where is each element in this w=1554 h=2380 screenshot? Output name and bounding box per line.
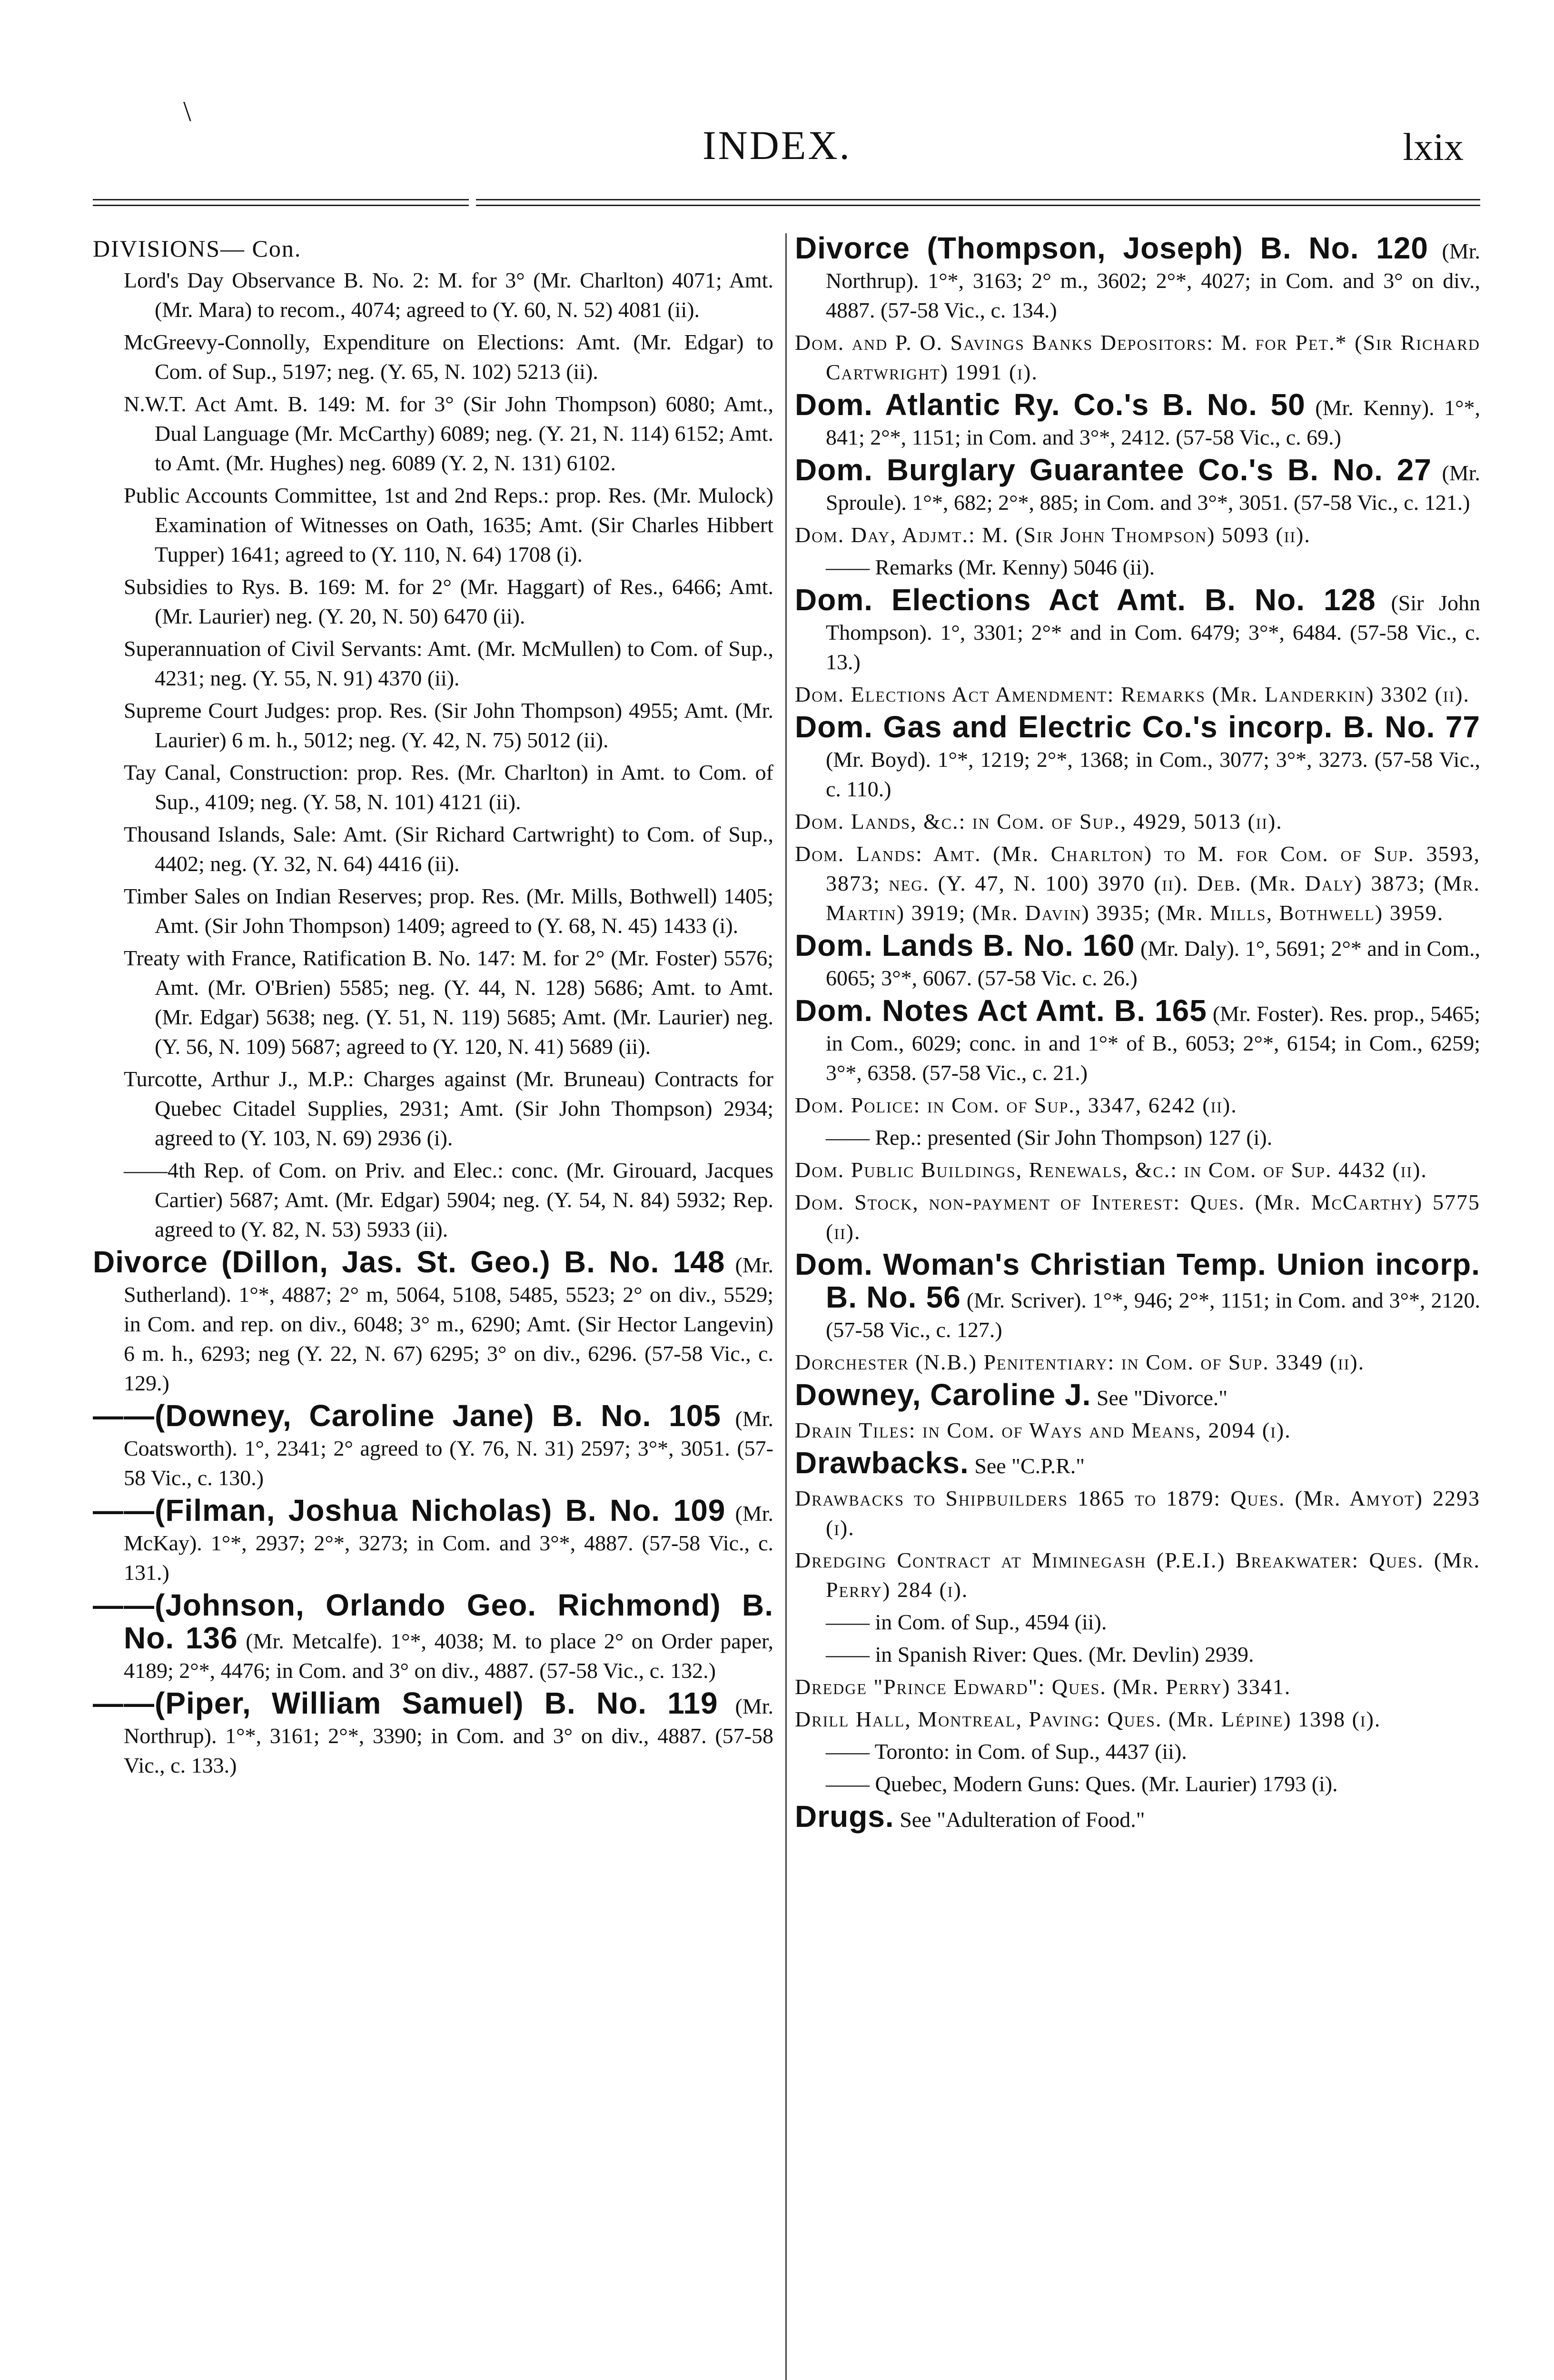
index-entry-body: See "Divorce." — [1096, 1386, 1228, 1410]
index-entry-heading: Divorce (Thompson, Joseph) B. No. 120 — [795, 231, 1429, 265]
index-entry-body: (Mr. McKay). 1°*, 2937; 2°*, 3273; in Com. and 3°*, 4887. (57-58 Vic., c. 131.) — [124, 1501, 773, 1585]
index-entry: Drain Tiles: in Com. of Ways and Means, 2094 (i). — [795, 1418, 1291, 1442]
index-entry-heading: Dom. Woman's Christian Temp. Union incorp. B. No. 56 — [795, 1247, 1480, 1314]
right-column — [795, 233, 1480, 1837]
index-entry-body: (Mr. Boyd). 1°*, 1219; 2°*, 1368; in Com., 3077; 3°*, 3273. (57-58 Vic., c. 110.) — [826, 747, 1480, 801]
index-sub-entry: —— Remarks (Mr. Kenny) 5046 (ii). — [826, 555, 1155, 579]
index-entry — [795, 455, 1480, 517]
index-entry — [795, 1380, 1480, 1413]
index-entry-heading: Divorce (Dillon, Jas. St. Geo.) B. No. 148 — [93, 1245, 725, 1279]
index-entry — [795, 585, 1480, 677]
page-title: INDEX. — [703, 122, 851, 168]
index-entry — [93, 1688, 773, 1780]
index-sub-entry: Public Accounts Committee, 1st and 2nd Reps.: prop. Res. (Mr. Mulock) Examination of Witnesses on Oath, 1635; Amt. (Sir Charles Hibbert Tupper) 1641; agreed to (Y. 110, N. 64) 1708 (i). — [124, 483, 773, 566]
index-entry-heading: Dom. Notes Act Amt. B. 165 — [795, 993, 1207, 1028]
index-entry-body: (Mr. Foster). Res. prop., 5465; in Com., 6029; conc. in and 1°* of B., 6053; 2°*, 6154; in Com., 6259; 3°*, 6358. (57-58 Vic., c. 21.) — [826, 1002, 1481, 1085]
index-entry-heading: Dom. Atlantic Ry. Co.'s B. No. 50 — [795, 387, 1306, 422]
index-entry: Dom. and P. O. Savings Banks Depositors: M. for Pet.* (Sir Richard Cartwright) 1991 (i). — [795, 330, 1480, 384]
index-sub-entry: Supreme Court Judges: prop. Res. (Sir John Thompson) 4955; Amt. (Mr. Laurier) 6 m. h., 5012; neg. (Y. 42, N. 75) 5012 (ii). — [124, 698, 773, 752]
index-sub-entry: Thousand Islands, Sale: Amt. (Sir Richard Cartwright) to Com. of Sup., 4402; neg. (Y. 32, N. 64) 4416 (ii). — [124, 822, 773, 876]
index-entry-heading: ——(Downey, Caroline Jane) B. No. 105 — [93, 1398, 721, 1433]
index-entry — [93, 1493, 773, 1587]
index-entry-heading: ——(Johnson, Orlando Geo. Richmond) B. No. 136 — [93, 1588, 773, 1655]
index-sub-entry: —— in Spanish River: Ques. (Mr. Devlin) 2939. — [826, 1642, 1254, 1666]
index-entry: Dom. Police: in Com. of Sup., 3347, 6242 (ii). — [795, 1093, 1237, 1117]
index-sub-entry: N.W.T. Act Amt. B. 149: M. for 3° (Sir John Thompson) 6080; Amt., Dual Language (Mr. McCarthy) 6089; neg. (Y. 21, N. 114) 6152; Amt. to Amt. (Mr. Hughes) neg. 6089 (Y. 2, N. 131) 6102. — [124, 392, 773, 475]
index-entry — [795, 1247, 1480, 1345]
index-sub-entry: —— Rep.: presented (Sir John Thompson) 127 (i). — [826, 1125, 1273, 1150]
header-rule-right-top — [476, 199, 1480, 200]
index-sub-entry: Lord's Day Observance B. No. 2: M. for 3° (Mr. Charlton) 4071; Amt. (Mr. Mara) to recom., 4074; agreed to (Y. 60, N. 52) 4081 (ii). — [124, 268, 773, 322]
index-entry: Drill Hall, Montreal, Paving: Ques. (Mr. Lépine) 1398 (i). — [795, 1707, 1381, 1731]
index-sub-entry: McGreevy-Connolly, Expenditure on Elections: Amt. (Mr. Edgar) to Com. of Sup., 5197; neg. (Y. 65, N. 102) 5213 (ii). — [124, 330, 773, 384]
index-sub-entry: Timber Sales on Indian Reserves; prop. Res. (Mr. Mills, Bothwell) 1405; Amt. (Sir John Thompson) 1409; agreed to (Y. 68, N. 45) 1433 (i). — [124, 884, 773, 938]
column-divider — [785, 233, 787, 2380]
index-sub-entry: Superannuation of Civil Servants: Amt. (Mr. McMullen) to Com. of Sup., 4231; neg. (Y. 55, N. 91) 4370 (ii). — [124, 636, 773, 690]
index-entry-body: (Mr. Sproule). 1°*, 682; 2°*, 885; in Com. and 3°*, 3051. (57-58 Vic., c. 121.) — [826, 461, 1481, 515]
index-entry-body: (Mr. Northrup). 1°*, 3161; 2°*, 3390; in Com. and 3° on div., 4887. (57-58 Vic., c. 133.) — [124, 1694, 774, 1777]
header-rule-left-top — [93, 199, 469, 200]
index-entry — [93, 1398, 774, 1493]
index-entry-body: See "C.P.R." — [974, 1454, 1085, 1478]
index-entry: Dredging Contract at Miminegash (P.E.I.) Breakwater: Ques. (Mr. Perry) 284 (i). — [795, 1548, 1480, 1602]
index-entry-body: (Mr. Coatsworth). 1°, 2341; 2° agreed to (Y. 76, N. 31) 2597; 3°*, 3051. (57-58 Vic., c. 130.) — [124, 1407, 774, 1490]
header-rule-right-bottom — [476, 205, 1480, 206]
index-entry-heading: Dom. Elections Act Amt. B. No. 128 — [795, 583, 1376, 617]
index-entry: Dom. Lands, &c.: in Com. of Sup., 4929, 5013 (ii). — [795, 809, 1283, 833]
index-sub-entry: Treaty with France, Ratification B. No. 147: M. for 2° (Mr. Foster) 5576; Amt. (Mr. O'Brien) 5585; neg. (Y. 44, N. 128) 5686; Amt. to Amt. (Mr. Edgar) 5638; neg. (Y. 51, N. 119) 5685; Amt. (Mr. Laurier) neg. (Y. 56, N. 109) 5687; agreed to (Y. 120, N. 41) 5689 (ii). — [124, 946, 773, 1059]
index-entry-body: (Sir John Thompson). 1°, 3301; 2°* and in Com. 6479; 3°*, 6484. (57-58 Vic., c. 13.) — [826, 591, 1481, 674]
index-sub-entry: Tay Canal, Construction: prop. Res. (Mr. Charlton) in Amt. to Com. of Sup., 4109; neg. (Y. 58, N. 101) 4121 (ii). — [124, 760, 773, 814]
index-entry-body: (Mr. Scriver). 1°*, 946; 2°*, 1151; in Com. and 3°*, 2120. (57-58 Vic., c. 127.) — [826, 1288, 1480, 1342]
index-entry-heading: Dom. Gas and Electric Co.'s incorp. B. No. 77 — [795, 710, 1480, 744]
index-entry — [93, 1247, 773, 1398]
index-sub-entry: —— in Com. of Sup., 4594 (ii). — [826, 1610, 1107, 1634]
index-entry: Dorchester (N.B.) Penitentiary: in Com. of Sup. 3349 (ii). — [795, 1350, 1365, 1374]
index-entry: Dredge "Prince Edward": Ques. (Mr. Perry) 3341. — [795, 1675, 1291, 1699]
index-entry — [795, 712, 1480, 804]
index-entry-heading: Dom. Lands B. No. 160 — [795, 928, 1135, 962]
index-entry — [795, 387, 1481, 452]
index-entry-heading: Drawbacks. — [795, 1446, 969, 1480]
index-entry: Dom. Elections Act Amendment: Remarks (Mr. Landerkin) 3302 (ii). — [795, 682, 1470, 706]
index-entry: Drawbacks to Shipbuilders 1865 to 1879: Ques. (Mr. Amyot) 2293 (i). — [795, 1486, 1480, 1540]
index-entry — [93, 1590, 773, 1686]
index-entry-body: (Mr. Kenny). 1°*, 841; 2°*, 1151; in Com. and 3°*, 2412. (57-58 Vic., c. 69.) — [826, 396, 1481, 449]
index-entry-heading: ——(Filman, Joshua Nicholas) B. No. 109 — [93, 1493, 726, 1527]
index-entry — [795, 928, 1481, 993]
index-entry-body: (Mr. Daly). 1°, 5691; 2°* and in Com., 6065; 3°*, 6067. (57-58 Vic. c. 26.) — [826, 936, 1481, 990]
index-entry-body: (Mr. Northrup). 1°*, 3163; 2° m., 3602; 2°*, 4027; in Com. and 3° on div., 4887. (57-58 Vic., c. 134.) — [826, 239, 1480, 322]
index-sub-entry: ——4th Rep. of Com. on Priv. and Elec.: conc. (Mr. Girouard, Jacques Cartier) 5687; Amt. (Mr. Edgar) 5904; neg. (Y. 54, N. 84) 5932; Rep. agreed to (Y. 82, N. 53) 5933 (ii). — [124, 1158, 773, 1241]
index-entry — [795, 1448, 1480, 1481]
index-entry: Dom. Stock, non-payment of Interest: Ques. (Mr. McCarthy) 5775 (ii). — [795, 1190, 1480, 1244]
index-sub-entry: —— Quebec, Modern Guns: Ques. (Mr. Laurier) 1793 (i). — [826, 1772, 1338, 1796]
index-sub-entry: Turcotte, Arthur J., M.P.: Charges against (Mr. Bruneau) Contracts for Quebec Citadel Supplies, 2931; Amt. (Sir John Thompson) 2934; agreed to (Y. 103, N. 69) 2936 (i). — [124, 1067, 773, 1150]
index-sub-entry: Subsidies to Rys. B. 169: M. for 2° (Mr. Haggart) of Res., 6466; Amt. (Mr. Laurier) neg. (Y. 20, N. 50) 6470 (ii). — [124, 575, 773, 628]
index-entry-body: (Mr. Metcalfe). 1°*, 4038; M. to place 2° on Order paper, 4189; 2°*, 4476; in Com. and 3° on div., 4887. (57-58 Vic., c. 132.) — [124, 1629, 774, 1683]
index-entry — [795, 233, 1480, 325]
stray-mark: \ — [183, 96, 191, 127]
index-entry-heading: Downey, Caroline J. — [795, 1378, 1091, 1412]
index-entry-heading: ——(Piper, William Samuel) B. No. 119 — [93, 1686, 718, 1720]
index-entry: Dom. Day, Adjmt.: M. (Sir John Thompson) 5093 (ii). — [795, 523, 1311, 547]
index-sub-entry: —— Toronto: in Com. of Sup., 4437 (ii). — [826, 1739, 1187, 1764]
index-entry: Dom. Lands: Amt. (Mr. Charlton) to M. for Com. of Sup. 3593, 3873; neg. (Y. 47, N. 100) 3970 (ii). Deb. (Mr. Daly) 3873; (Mr. Martin) 3919; (Mr. Davin) 3935; (Mr. Mills, Bothwell) 3959. — [795, 842, 1480, 925]
index-entry — [795, 993, 1481, 1088]
index-entry-body: (Mr. Sutherland). 1°*, 4887; 2° m, 5064, 5108, 5485, 5523; 2° on div., 5529; in Com. and rep. on div., 6048; 3° m., 6290; Amt. (Sir Hector Langevin) 6 m. h., 6293; neg (Y. 22, N. 67) 6295; 3° on div., 6296. (57-58 Vic., c. 129.) — [124, 1253, 773, 1395]
index-entry — [795, 1799, 1480, 1835]
index-entry-body: See "Adulteration of Food." — [900, 1807, 1145, 1832]
left-column — [93, 233, 773, 1783]
index-entry-heading: Dom. Burglary Guarantee Co.'s B. No. 27 — [795, 453, 1432, 487]
index-entry: Dom. Public Buildings, Renewals, &c.: in Com. of Sup. 4432 (ii). — [795, 1158, 1427, 1182]
page-number: lxix — [1403, 125, 1464, 169]
header-rule-left-bottom — [93, 205, 469, 206]
index-section-heading: DIVISIONS— Con. — [93, 235, 302, 262]
index-entry-heading: Drugs. — [795, 1799, 894, 1834]
